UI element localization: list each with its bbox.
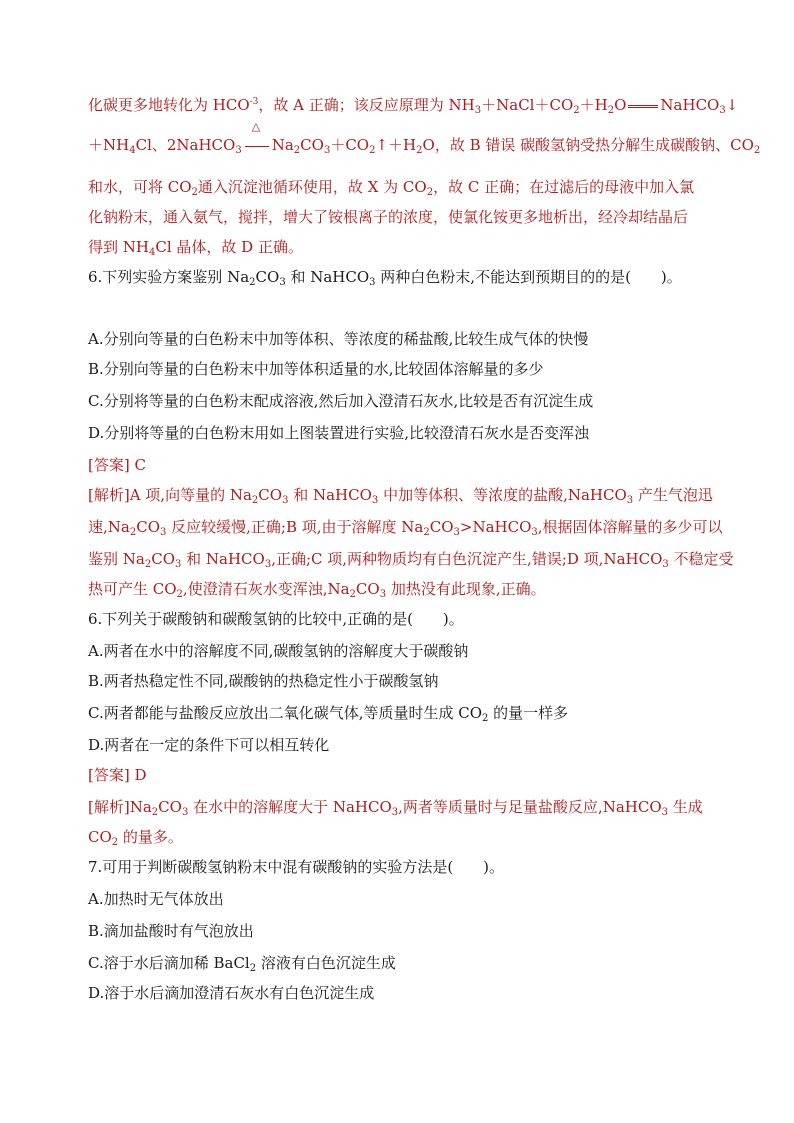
- question-6a-explanation-line-1: [88, 484, 713, 506]
- text: CO: [255, 268, 280, 286]
- analysis-prev-line-5: [88, 236, 303, 258]
- heating-arrow: [242, 120, 272, 156]
- subscript: 3: [175, 559, 182, 570]
- question-6a-option-b: B.分别向等量的白色粉末中加等体积适量的水,比较固体溶解量的多少: [88, 360, 544, 378]
- text: O，故 B 错误 碳酸氢钠受热分解生成碳酸钠、CO: [422, 136, 754, 154]
- subscript: 3: [160, 527, 167, 538]
- subscript: 2: [349, 589, 356, 600]
- subscript: 3: [279, 277, 286, 288]
- text: CO: [136, 518, 160, 536]
- text: 产生气泡迅: [633, 486, 713, 504]
- subscript: 2: [482, 713, 489, 724]
- subscript: 3: [453, 527, 460, 538]
- question-6b-answer: [答案] D: [88, 766, 147, 784]
- subscript: 3: [626, 495, 634, 506]
- subscript: 2: [176, 589, 183, 600]
- analysis-prev-line-3: [88, 176, 694, 198]
- subscript: 3: [531, 527, 538, 538]
- subscript: 2: [191, 187, 198, 198]
- text: CO: [151, 550, 175, 568]
- subscript: 2: [607, 105, 615, 116]
- question-6a-option-d: D.分别将等量的白色粉末用如上图装置进行实验,比较澄清石灰水是否变浑浊: [88, 424, 590, 442]
- text: ,两者等质量时与足量盐酸反应,NaHCO: [398, 798, 662, 816]
- subscript: 3: [181, 807, 189, 818]
- question-7-option-a: A.加热时无气体放出: [88, 890, 224, 908]
- text: ,使澄清石灰水变浑浊,Na: [182, 580, 350, 598]
- text: 和 NaHCO: [181, 550, 265, 568]
- text: ，故 A 正确；该反应原理为 NH: [258, 96, 475, 114]
- subscript: 3: [661, 807, 668, 818]
- subscript: 3: [662, 559, 669, 570]
- text: ,根据固体溶解量的多少可以: [537, 518, 723, 536]
- question-6b-stem: 6.下列关于碳酸钠和碳酸氢钠的比较中,正确的是( )。: [88, 610, 464, 628]
- text: Cl、2NaHCO: [135, 136, 236, 154]
- subscript: 3: [474, 105, 482, 116]
- subscript: 2: [249, 277, 256, 288]
- text: 溶液有白色沉淀生成: [256, 954, 396, 972]
- subscript: 3: [371, 495, 379, 506]
- question-7-stem: 7.可用于判断碳酸氢钠粉末中混有碳酸钠的实验方法是( )。: [88, 858, 505, 876]
- equals-sign: [628, 105, 658, 108]
- text: 和水，可将 CO: [88, 178, 192, 196]
- subscript: 3: [369, 277, 376, 288]
- analysis-prev-line-1: [88, 94, 738, 116]
- text: 得到 NH: [88, 238, 149, 256]
- text: ↑＋H: [375, 136, 417, 154]
- question-7-option-b: B.滴加盐酸时有气泡放出: [88, 922, 254, 940]
- subscript: 2: [416, 145, 423, 156]
- text: CO: [258, 486, 283, 504]
- text: ，故 C 正确；在过滤后的母液中加入氯: [433, 178, 695, 196]
- question-6a-explanation-line-4: [88, 578, 546, 600]
- question-6b-explanation-line-1: [88, 796, 703, 818]
- text: 在水中的溶解度大于 NaHCO: [188, 798, 392, 816]
- text: 不稳定受: [668, 550, 734, 568]
- question-6b-option-d: D.两者在一定的条件下可以相互转化: [88, 736, 330, 754]
- analysis-prev-line-4: [88, 206, 688, 228]
- text: ＋CO: [330, 136, 370, 154]
- text: C.溶于水后滴加稀 BaCl: [88, 954, 250, 972]
- text: 化钠粉末，通入氨气，搅拌，增大了铵根离子的浓度，使氯化铵更多地析出，经冷却结晶后: [88, 208, 689, 226]
- text: 和 NaHCO: [285, 268, 370, 286]
- text: ↓: [725, 96, 739, 114]
- subscript: 3: [323, 145, 331, 156]
- question-7-option-c: [88, 952, 396, 974]
- text: CO: [429, 518, 454, 536]
- question-6a-explanation-line-3: [88, 548, 734, 570]
- question-6a-stem: [88, 266, 682, 288]
- text: 通入沉淀池循环使用，故 X 为 CO: [197, 178, 427, 196]
- question-6b-option-b: B.两者热稳定性不同,碳酸钠的热稳定性小于碳酸氢钠: [88, 672, 439, 690]
- text: ＋H: [579, 96, 608, 114]
- question-6b-explanation-line-2: [88, 826, 183, 848]
- text: CO: [158, 798, 182, 816]
- text: Cl 晶体，故 D 正确。: [155, 238, 303, 256]
- text: 化碳更多地转化为 HCO: [88, 96, 250, 114]
- subscript: 3: [719, 105, 726, 116]
- text: NaHCO: [660, 96, 720, 114]
- text: [解析]Na: [88, 798, 152, 816]
- subscript: 3: [391, 807, 399, 818]
- text: O: [614, 96, 627, 114]
- question-6b-option-a: A.两者在水中的溶解度不同,碳酸氢钠的溶解度大于碳酸钠: [88, 642, 469, 660]
- subscript: 2: [753, 145, 761, 156]
- reaction-line: [245, 146, 269, 147]
- subscript: 2: [144, 559, 152, 570]
- text: CO: [355, 580, 380, 598]
- subscript: 2: [293, 145, 301, 156]
- subscript: 3: [282, 495, 289, 506]
- subscript: 3: [235, 145, 242, 156]
- text: ＋NaCl＋CO: [481, 96, 574, 114]
- superscript: -3: [249, 97, 259, 107]
- question-6a-answer: [答案] C: [88, 456, 146, 474]
- text: ,正确;C 项,两种物质均有白色沉淀产生,错误;D 项,NaHCO: [271, 550, 663, 568]
- text: 的量多。: [118, 828, 183, 846]
- text: 中加等体积、等浓度的盐酸,NaHCO: [378, 486, 627, 504]
- text: 的量一样多: [488, 704, 569, 722]
- analysis-prev-line-2: [88, 120, 761, 156]
- text: ＋NH: [88, 136, 130, 154]
- question-7-option-d: D.溶于水后滴加澄清石灰水有白色沉淀生成: [88, 984, 375, 1002]
- text: Na: [271, 136, 294, 154]
- subscript: 2: [426, 187, 434, 198]
- subscript: 2: [251, 495, 259, 506]
- subscript: 2: [573, 105, 580, 116]
- text: CO: [300, 136, 324, 154]
- heat-delta-icon: △: [251, 120, 261, 133]
- subscript: 2: [423, 527, 430, 538]
- subscript: 2: [151, 807, 159, 818]
- text: 反应较缓慢,正确;B 项,由于溶解度 Na: [166, 518, 424, 536]
- text: CO: [88, 828, 112, 846]
- subscript: 2: [111, 837, 119, 848]
- subscript: 2: [129, 527, 137, 538]
- question-6a-option-a: A.分别向等量的白色粉末中加等体积、等浓度的稀盐酸,比较生成气体的快慢: [88, 330, 589, 348]
- question-6a-option-c: C.分别将等量的白色粉末配成溶液,然后加入澄清石灰水,比较是否有沉淀生成: [88, 392, 594, 410]
- text: >NaHCO: [459, 518, 532, 536]
- subscript: 3: [379, 589, 387, 600]
- subscript: 2: [249, 963, 257, 974]
- subscript: 4: [148, 247, 156, 258]
- text: C.两者都能与盐酸反应放出二氧化碳气体,等质量时生成 CO: [88, 704, 483, 722]
- text: [解析]A 项,向等量的 Na: [88, 486, 252, 504]
- text: 两种白色粉末,不能达到预期目的的是( )。: [375, 268, 682, 286]
- text: 鉴别 Na: [88, 550, 145, 568]
- subscript: 2: [369, 145, 376, 156]
- text: 和 NaHCO: [288, 486, 372, 504]
- question-6a-explanation-line-2: [88, 516, 723, 538]
- text: 速,Na: [88, 518, 130, 536]
- text: 加热没有此现象,正确。: [386, 580, 546, 598]
- text: 生成: [668, 798, 703, 816]
- subscript: 4: [129, 145, 136, 156]
- text: 6.下列实验方案鉴别 Na: [88, 268, 250, 286]
- question-6b-option-c: [88, 702, 568, 724]
- subscript: 3: [264, 559, 272, 570]
- text: 热可产生 CO: [88, 580, 177, 598]
